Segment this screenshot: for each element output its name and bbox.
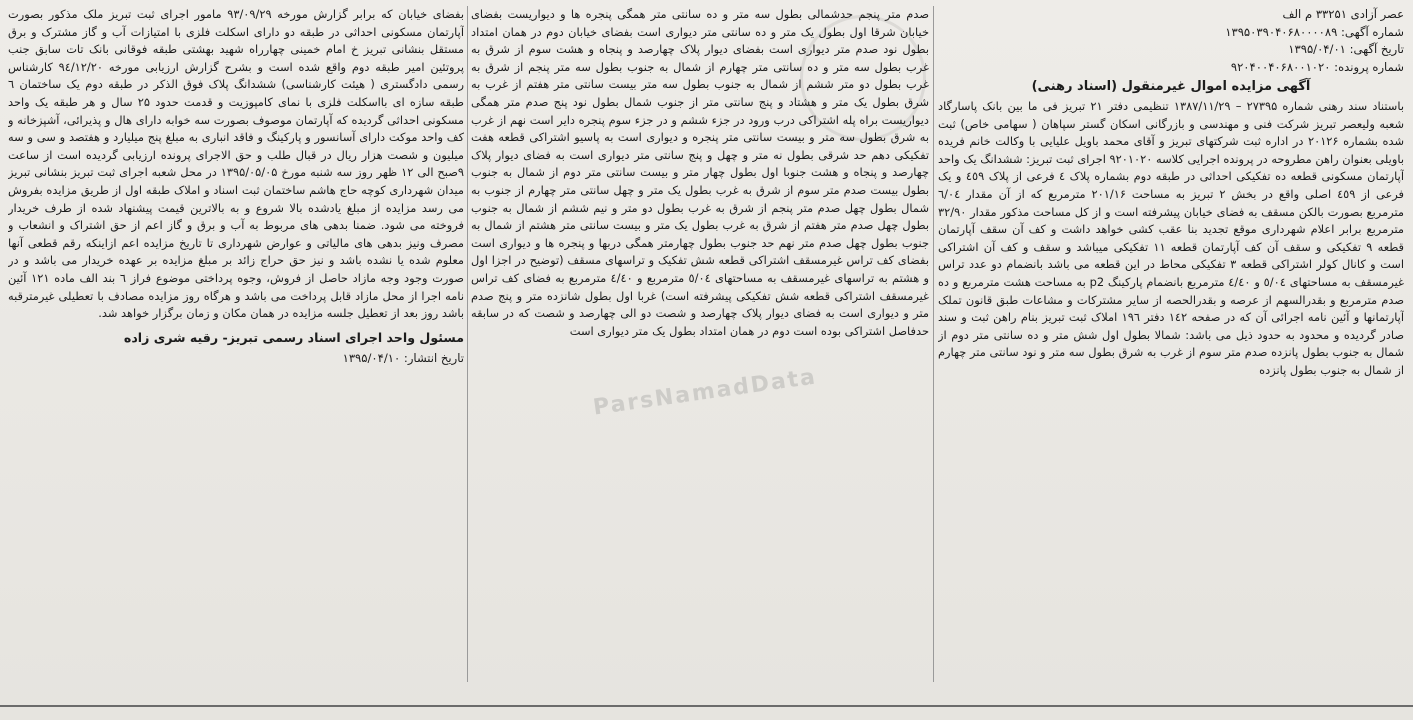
column-divider [933, 6, 934, 682]
body-text-middle: صدم متر پنجم حدشمالی بطول سه متر و ده سانتی متر همگی پنجره ها و دیواریست بفضای خیابان شرقا اول بطول یک متر و ده سانتی متر دیواری است بفضای خیابان دوم در همان امتداد بطول نود صدم متر دیواری است بفضای دیوار پلاک چهارصد و پنجاه و هشت سوم از شرق به غرب بطول سه متر و ده سانتی متر چهارم از شمال به جنوب بطول سه متر پنجم از شرق به غرب بطول دو متر ششم از شمال به جنوب بطول سه متر بیست سانتی متر هفتم از غرب به شرق بطول یک متر و هشتاد و پنج سانتی متر از جنوب شمال بطول نود پنج صدم متر همگی دیواریست براه پله اشتراکی درب ورود در جزء ششم و در جزء سوم پنجره دایر است نهم از غرب به شرق بطول سه متر و بیست سانتی متر پنجره و دیواری است به پاسیو اشتراکی قطعه هفت تفکیکی دهم حد شرقی بطول نه متر و چهل و پنج سانتی متر دیواری است به فضای دیوار پلاک چهارصد و پنجاه و هشت جنوبا اول بطول چهار متر و بیست سانتی متر دوم از شمال به جنوب بطول بیست صدم متر سوم از شرق به غرب بطول یک متر و چهل سانتی متر چهارم از جنوب به شمال بطول چهل صدم متر پنجم از شرق به غرب بطول دو متر و نیم ششم از شمال به جنوب بطول چهل صدم متر هفتم از شرق به غرب بطول یک متر و بیست سانتی متر هشتم از شمال به جنوب بطول چهل صدم متر نهم حد جنوب بطول چهارمتر همگی دربها و پنجره ها و دیواری است بفضای کف تراس غیرمسقف اشتراکی قطعه شش تفکیک و تراسهای مسقف (توضیح در اجزا اول و هشتم به تراسهای غیرمسقف به مساحتهای ٥/٠٤ مترمربع و ٤/٤٠ مترمربع به فضای کف تراس غیرمسقف اشتراکی قطعه شش تفکیکی پیشرفته است) غربا اول بطول شانزده متر و پنج صدم متر و دیواری است به فضای دیوار پلاک چهارصد و شصت دو الی چهارصد و شصت که در سابقه حدفاصل اشتراکی بوده است دوم در همان امتداد بطول یک متر دیواری است [471, 7, 929, 338]
bottom-border [0, 705, 1413, 707]
column-divider [467, 6, 468, 682]
signature-line: مسئول واحد اجرای اسناد رسمی تبریز- رقیه شری زاده [123, 329, 464, 345]
ad-number: شماره آگهی: ۱۳۹۵۰۳۹۰۴۰۶۸۰۰۰۰۸۹ [1225, 24, 1404, 39]
body-text-left: بفضای خیابان که برابر گزارش مورخه ۹۳/۰۹/۲۹ مامور اجرای ثبت تبریز ملک مذکور بصورت آپارتمان مسکونی احداثی در طبقه دو دارای اسکلت فلزی با امتیازات آب و گاز مشترک و برق مستقل بنشانی تبریز خ امام خمینی چهارراه شهید بهشتی طبقه فوقانی بانک تات سابق جنب پروتئین امیر طبقه دوم واقع شده است و بشرح گزارش ارزیابی مورخه ۹٤/۱۲/۲۰ کارشناس رسمی دادگستری ( هیئت کارشناسی) ششدانگ پلاک فوق الذکر در طبقه دوم یک ساختمان ٦ طبقه سازه ای بااسکلت فلزی با نمای کامپوزیت و قدمت حدود ۲۵ سال و هر طبقه یک واحد مسکونی احداثی گردیده که آپارتمان موصوف بصورت سه خوابه دارای هال و پذیرائی، آشپزخانه و کف واحد موکت دارای آسانسور و پارکینگ و فاقد انباری به مبلغ پنج میلیارد و هفتصد و سی و سه میلیون و شصت هزار ریال در قبال طلب و حق الاجرای پرونده ارزیابی گردیده است از ساعت ۹صبح الی ۱۲ ظهر روز سه شنبه مورخ ۱۳۹۵/۰۵/۰۵ در محل شعبه اجرای ثبت تبریز بنشانی تبریز میدان شهرداری کوچه حاج هاشم ساختمان ثبت اسناد و املاک طبقه اول از طریق مزایده بفروش می رسد مزایده از مبلغ یادشده بالا شروع و به بالاترین قیمت پیشنهاد شده از طرف خریدار فروخته می شود. ضمنا بدهی های مربوط به آب و برق و گاز اعم از حق اشتراک و انشعاب و مصرف ونیز بدهی های مالیاتی و عوارض شهرداری تا تاریخ مزایده اعم ازاینکه رقم قطعی آنها معلوم شده یا نشده باشد و نیز حق حراج زائد بر مبلغ مزایده بر عهده خریدار می باشد و در صورت وجود وجه مازاد حاصل از فروش، وجوه پرداختی موضوع فراز ٦ بند الف ماده ۱۲۱ آئین نامه اجرا از محل مازاد قابل پرداخت می باشد و هرگاه روز مزایده مصادف با تعطیلی غیرمترقبه باشد روز بعد از تعطیل جلسه مزایده در همان مکان و زمان برگزار خواهد شد. [8, 7, 464, 321]
auction-title: آگهی مزایده اموال غیرمنقول (اسناد رهنی) [1031, 79, 1311, 95]
column-middle [471, 6, 929, 682]
watermark: ParsNamadData [591, 364, 819, 421]
publish-date: تاریخ انتشار: ۱۳۹۵/۰۴/۱۰ [342, 351, 464, 366]
ad-date: تاریخ آگهی: ۱۳۹۵/۰۴/۰۱ [1288, 42, 1404, 57]
body-text-right: باستناد سند رهنی شماره ۲۷۳۹۵ – ۱۳۸۷/۱۱/۲۹ تنظیمی دفتر ۲۱ تبریز فی ما بین بانک پاسارگاد شعبه ولیعصر تبریز شرکت فنی و مهندسی و بازرگانی اسکان گستر سپاهان ( سهامی خاص) ثبت شده بشماره ۲۰۱۲۶ در اداره ثبت شرکتهای تبریز و آقای محمد باویل علیایی با وکالت خانم فریده باویلی بعنوان راهن مطروحه در پرونده اجرایی کلاسه ۹۲۰۱۰۲۰ اجرای ثبت تبریز: ششدانگ یک واحد آپارتمان مسکونی قطعه ده تفکیکی احداثی در طبقه دوم بشماره پلاک ٤ فرعی از پلاک ٤٥۹ و یک فرعی از ٤٥۹ اصلی واقع در بخش ۲ تبریز به مساحت ۲۰۱/۱۶ مترمربع که از آن مقدار ٦/٠٤ مترمربع بصورت بالکن مسقف به فضای خیابان پیشرفته است و از کل مساحت مذکور مقدار ۳۲/۹۰ مترمربع برابر اعلام شهرداری موقع تجدید بنا عقب کشی خواهد داشت و کف آن سقف آپارتمان قطعه ۹ تفکیکی و سقف آن کف آپارتمان قطعه ۱۱ تفکیکی میباشد و سقف و کف آن اشتراکی است و کانال کولر اشتراکی قطعه ۳ تفکیکی محاط در این قطعه می باشد بانضمام دو عدد تراس غیرمسقف به مساحتهای ٥/٠٤ و ٤/٤٠ مترمربع بانضمام پارکینگ p2 به مساحت هشت مترمربع و ده صدم مترمربع و بقدرالسهم از عرصه و بقدرالحصه از سایر مشترکات و مشاعات طبق قانون تملک آپارتمانها و آئین نامه اجرائی آن که در صفحه ۱٤۲ دفتر ۱۹٦ املاک ثبت تبریز بنام راهن ثبت و سند صادر گردیده و محدود به حدود ذیل می باشد: شمالا بطول اول شش متر و ده سانتی متر دوم از شمال به جنوب بطول پانزده صدم متر سوم از غرب به شرق بطول سه متر و نود سانتی متر چهارم از شمال به جنوب بطول پانزده [938, 98, 1404, 377]
column-left [8, 6, 464, 682]
file-number: شماره پرونده: ۹۲۰۴۰۰۴۰۶۸۰۰۱۰۲۰ [1230, 59, 1404, 74]
publisher-line: عصر آزادی ۳۳۲۵۱ م الف [1282, 7, 1404, 21]
column-right [938, 6, 1404, 682]
